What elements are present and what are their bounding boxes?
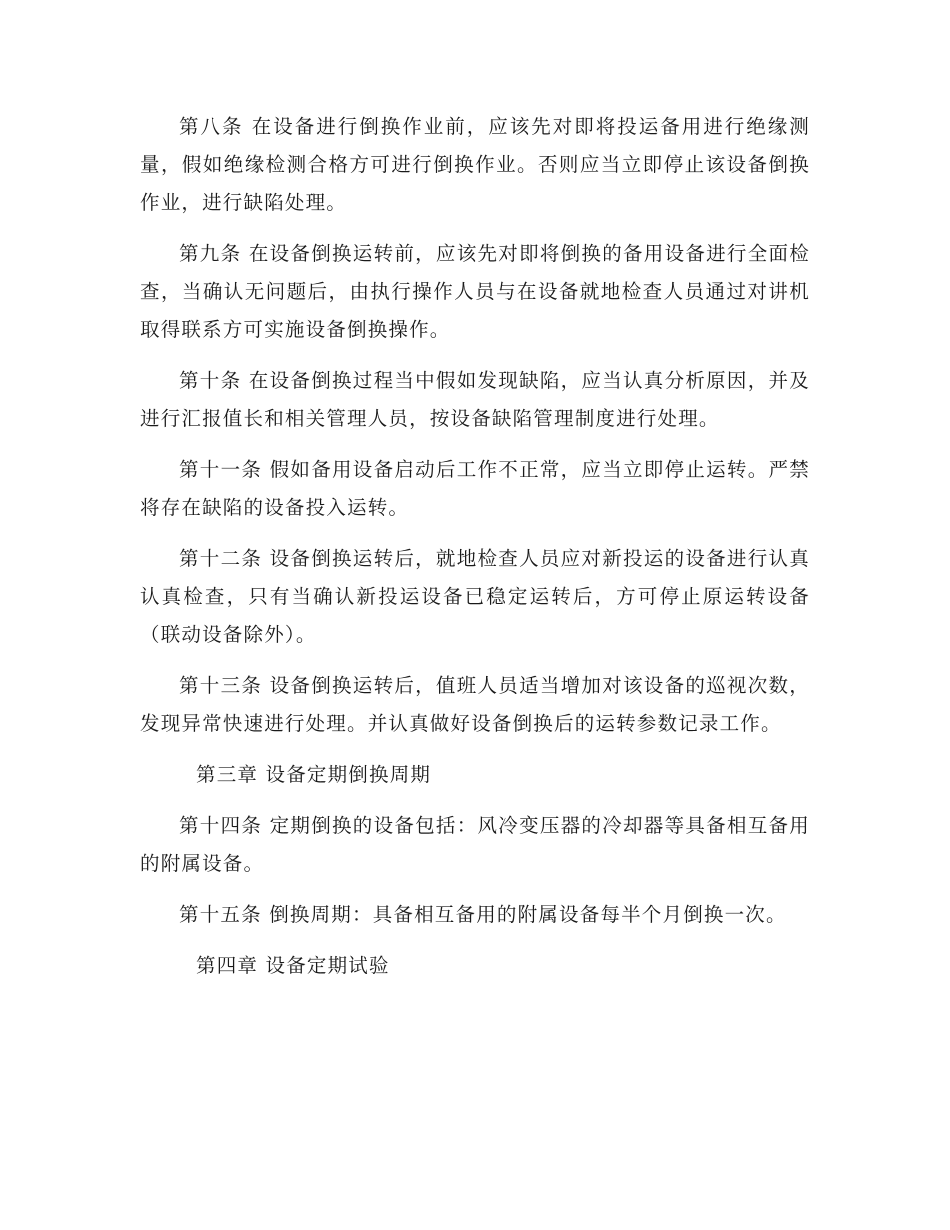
document-page (140, 108, 810, 998)
article-8: 第八条 在设备进行倒换作业前，应该先对即将投运备用进行绝缘测量，假如绝缘检测合格方可进行倒换作业。否则应当立即停止该设备倒换作业，进行缺陷处理。 (140, 115, 810, 214)
article-12: 第十二条 设备倒换运转后，就地检查人员应对新投运的设备进行认真认真检查，只有当确认新投运设备已稳定运转后，方可停止原运转设备（联动设备除外）。 (140, 547, 810, 646)
article-10: 第十条 在设备倒换过程当中假如发现缺陷，应当认真分析原因，并及进行汇报值长和相关管理人员，按设备缺陷管理制度进行处理。 (140, 369, 810, 430)
article-11: 第十一条 假如备用设备启动后工作不正常，应当立即停止运转。严禁将存在缺陷的设备投入运转。 (140, 458, 810, 519)
article-9: 第九条 在设备倒换运转前，应该先对即将倒换的备用设备进行全面检查，当确认无问题后，由执行操作人员与在设备就地检查人员通过对讲机取得联系方可实施设备倒换操作。 (140, 242, 810, 341)
chapter-3-heading: 第三章 设备定期倒换周期 (196, 763, 432, 786)
article-14: 第十四条 定期倒换的设备包括：风冷变压器的冷却器等具备相互备用的附属设备。 (140, 814, 810, 875)
chapter-4-heading: 第四章 设备定期试验 (196, 954, 390, 977)
article-13: 第十三条 设备倒换运转后，值班人员适当增加对该设备的巡视次数，发现异常快速进行处理。并认真做好设备倒换后的运转参数记录工作。 (140, 674, 810, 735)
article-15: 第十五条 倒换周期：具备相互备用的附属设备每半个月倒换一次。 (179, 903, 787, 926)
